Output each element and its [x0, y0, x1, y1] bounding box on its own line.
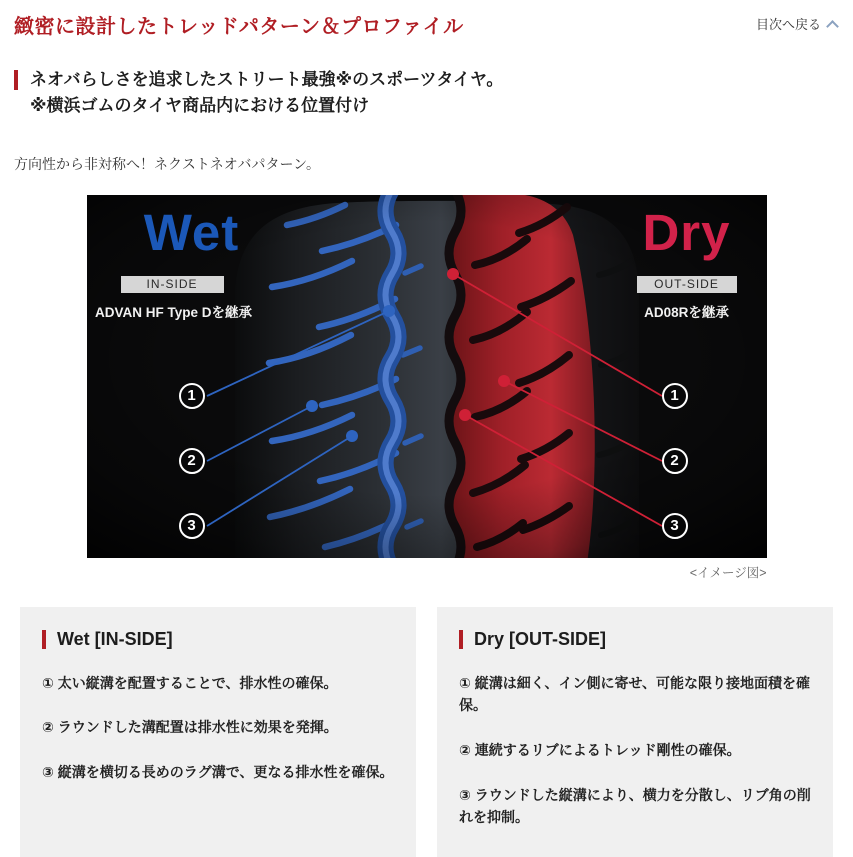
- panel-accent-bar: [459, 630, 463, 649]
- tire-pattern-image: [87, 195, 767, 558]
- dry-legacy-text: AD08Rを継承: [644, 304, 729, 320]
- wet-panel-item-3: ③ 縦溝を横切る長めのラグ溝で、更なる排水性を確保。: [42, 764, 394, 781]
- page-title: 緻密に設計したトレッドパターン＆プロファイル: [14, 16, 464, 38]
- intro-text: 方向性から非対称へ！ネクストネオバパターン。: [14, 155, 321, 172]
- description-panels: [20, 607, 833, 857]
- panel-accent-bar: [42, 630, 46, 649]
- tire-figure-wrap: [87, 195, 767, 581]
- chevron-up-icon: [826, 20, 839, 33]
- wet-panel-item-1: ① 太い縦溝を配置することで、排水性の確保。: [42, 674, 338, 691]
- figure-caption: <イメージ図>: [689, 565, 767, 580]
- back-to-toc-link[interactable]: [756, 14, 837, 33]
- dry-panel-item-3: ③ ラウンドした縦溝により、横力を分散し、リブ角の削れを抑制。: [459, 786, 811, 826]
- wet-panel-title: [42, 629, 394, 650]
- dry-callout-3: 3: [662, 513, 688, 539]
- dry-callout-2: 2: [662, 448, 688, 474]
- heading-accent-bar: [14, 70, 18, 90]
- dry-panel: [437, 607, 833, 857]
- dry-callout-1: 1: [662, 383, 688, 409]
- dry-panel-title: [459, 629, 811, 650]
- wet-legacy-text: ADVAN HF Type Dを継承: [94, 304, 252, 320]
- wet-panel-title-text: Wet [IN-SIDE]: [57, 628, 173, 649]
- wet-label: Wet: [143, 203, 240, 261]
- section-heading-line2: ※横浜ゴムのタイヤ商品内における位置付け: [30, 96, 370, 116]
- back-to-toc-label: 目次へ戻る: [755, 17, 821, 32]
- header: [14, 8, 839, 39]
- out-side-tag: OUT-SIDE: [637, 276, 737, 293]
- wet-panel-item-2: ② ラウンドした溝配置は排水性に効果を発揮。: [42, 719, 338, 736]
- in-side-tag: IN-SIDE: [121, 276, 224, 293]
- dry-label: Dry: [642, 203, 731, 261]
- section-heading: [14, 67, 839, 120]
- dry-panel-item-1: ① 縦溝は細く、イン側に寄せ、可能な限り接地面積を確保。: [459, 674, 811, 714]
- dry-panel-title-text: Dry [OUT-SIDE]: [474, 628, 607, 649]
- wet-callout-1: 1: [179, 383, 205, 409]
- dry-panel-item-2: ② 連続するリブによるトレッド剛性の確保。: [459, 742, 741, 759]
- wet-callout-3: 3: [179, 513, 205, 539]
- section-heading-line1: ネオバらしさを追求したストリート最強※のスポーツタイヤ。: [30, 70, 504, 89]
- wet-callout-2: 2: [179, 448, 205, 474]
- wet-panel: [20, 607, 416, 857]
